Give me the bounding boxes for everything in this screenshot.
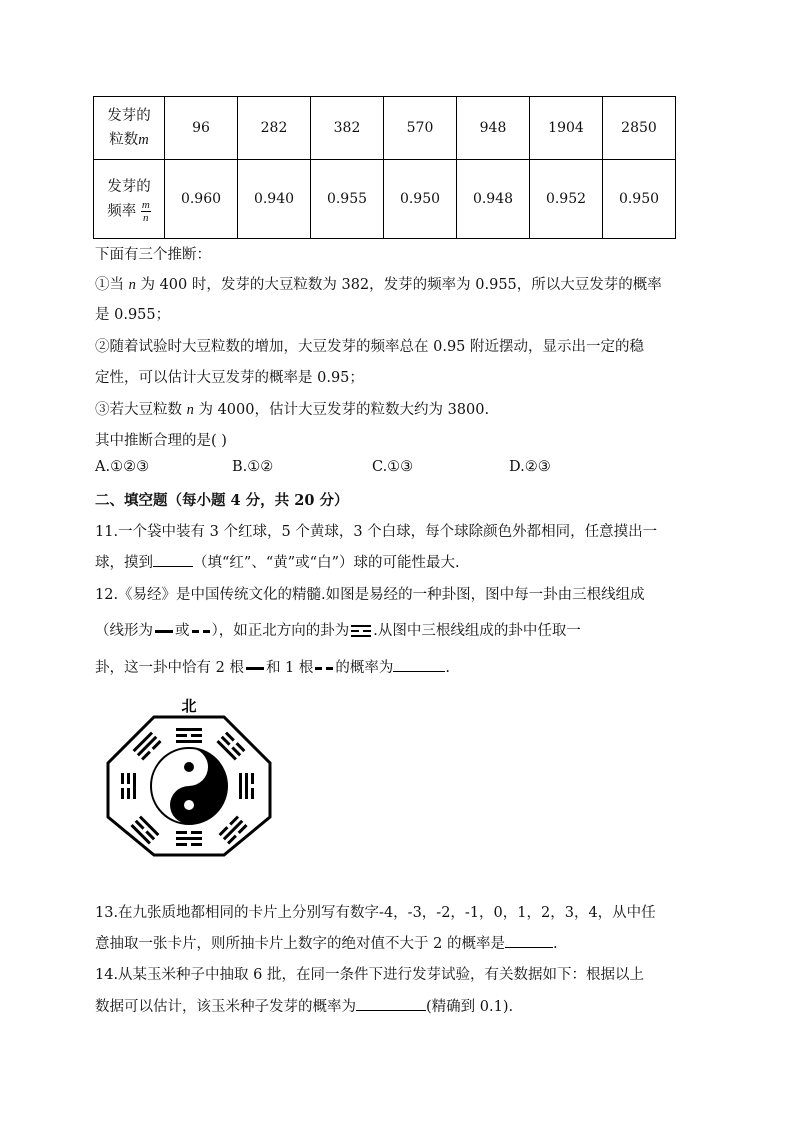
table-cell: 96 bbox=[165, 97, 238, 160]
variable-n: n bbox=[186, 402, 194, 418]
section-title: 二、填空题（每小题 4 分，共 20 分） bbox=[95, 492, 349, 509]
text: 和 1 根 bbox=[265, 660, 314, 676]
table-row bbox=[94, 97, 676, 160]
table-cell: 0.950 bbox=[384, 160, 457, 239]
table-row bbox=[94, 160, 676, 239]
inference-1-line1 bbox=[95, 273, 662, 294]
solid-line-icon bbox=[155, 630, 173, 633]
header-text: 粒数 bbox=[109, 132, 139, 148]
choice-a[interactable]: A.①②③ bbox=[95, 459, 150, 475]
choice-c[interactable]: C.①③ bbox=[372, 459, 414, 475]
broken-line-icon bbox=[192, 630, 210, 633]
trigram-north-icon bbox=[176, 728, 202, 743]
text: 球，摸到 bbox=[95, 555, 153, 571]
row-header bbox=[94, 97, 165, 160]
table-cell: 0.948 bbox=[457, 160, 530, 239]
trigram-west-icon bbox=[121, 773, 136, 799]
header-text: 发芽的 bbox=[107, 178, 151, 195]
text: ③若大豆粒数 bbox=[95, 402, 187, 418]
fraction-denominator: n bbox=[143, 211, 149, 224]
question-prompt: 其中推断合理的是( ) bbox=[95, 433, 227, 449]
broken-line-icon bbox=[315, 667, 333, 670]
text: ），如正北方向的卦为 bbox=[211, 623, 350, 639]
choice-d[interactable]: D.②③ bbox=[509, 459, 551, 475]
table-cell: 948 bbox=[457, 97, 530, 160]
q14-line1: 14.从某玉米种子中抽取 6 批，在同一条件下进行发芽试验，有关数据如下：根据以上 bbox=[95, 967, 645, 983]
text: 或 bbox=[175, 623, 190, 639]
text: （填“红”、“黄”或“白”）球的可能性最大. bbox=[193, 555, 460, 571]
text: 为 4000，估计大豆发芽的粒数大约为 3800. bbox=[193, 402, 490, 418]
text: ①当 bbox=[95, 277, 129, 293]
choice-b[interactable]: B.①② bbox=[232, 459, 274, 475]
q11-line1: 11.一个袋中装有 3 个红球，5 个黄球，3 个白球，每个球除颜色外都相同，任意摸出一 bbox=[95, 524, 658, 540]
text: .从图中三根线组成的卦中任取一 bbox=[373, 623, 581, 639]
north-trigram-icon bbox=[351, 625, 371, 637]
table-cell: 0.960 bbox=[165, 160, 238, 239]
text: . bbox=[552, 936, 558, 952]
table-cell: 0.950 bbox=[603, 160, 676, 239]
trigram-south-icon bbox=[176, 831, 202, 846]
answer-blank[interactable] bbox=[505, 933, 553, 948]
q14-line2 bbox=[95, 995, 513, 1016]
table-cell: 0.955 bbox=[311, 160, 384, 239]
text: 的概率为 bbox=[335, 660, 394, 676]
answer-blank[interactable] bbox=[393, 657, 445, 672]
text: 为 400 时，发芽的大豆粒数为 382，发芽的频率为 0.955，所以大豆发芽的概率 bbox=[135, 277, 662, 293]
q12-line3 bbox=[95, 656, 450, 677]
inference-2-line2: 定性，可以估计大豆发芽的概率是 0.95； bbox=[95, 370, 364, 386]
table-cell: 382 bbox=[311, 97, 384, 160]
trigram-east-icon bbox=[239, 773, 254, 799]
variable-m: m bbox=[138, 132, 149, 148]
q11-line2 bbox=[95, 551, 460, 572]
fraction-numerator: m bbox=[141, 198, 150, 211]
text: (精确到 0.1). bbox=[426, 999, 514, 1015]
inference-intro: 下面有三个推断： bbox=[95, 247, 211, 263]
q12-line2 bbox=[95, 619, 581, 640]
germination-table bbox=[93, 96, 676, 239]
variable-n: n bbox=[128, 277, 136, 293]
q12-line1: 12.《易经》是中国传统文化的精髓.如图是易经的一种卦图，图中每一卦由三根线组成 bbox=[95, 587, 645, 603]
text: （线形为 bbox=[95, 623, 153, 639]
q13-line1: 13.在九张质地都相同的卡片上分别写有数字-4，-3，-2，-1，0，1，2，3，4，从中任 bbox=[95, 905, 656, 921]
text: . bbox=[445, 660, 451, 676]
inference-1-line2: 是 0.955； bbox=[95, 307, 171, 323]
yin-yang-icon bbox=[151, 748, 227, 824]
table-cell: 0.940 bbox=[238, 160, 311, 239]
solid-line-icon bbox=[246, 667, 264, 670]
row-header bbox=[94, 160, 165, 239]
bagua-diagram bbox=[104, 695, 274, 865]
header-text: 频率 bbox=[107, 203, 137, 219]
header-text: 发芽的 bbox=[107, 108, 151, 124]
table-cell: 282 bbox=[238, 97, 311, 160]
table-cell: 0.952 bbox=[530, 160, 603, 239]
text: 数据可以估计，该玉米种子发芽的概率为 bbox=[95, 999, 356, 1015]
table-cell: 570 bbox=[384, 97, 457, 160]
text: 卦，这一卦中恰有 2 根 bbox=[95, 660, 244, 676]
north-label: 北 bbox=[181, 697, 197, 715]
answer-blank[interactable] bbox=[356, 996, 426, 1011]
inference-3 bbox=[95, 398, 489, 419]
table-cell: 1904 bbox=[530, 97, 603, 160]
fraction-m-over-n bbox=[141, 199, 151, 224]
text: 意抽取一张卡片，则所抽卡片上数字的绝对值不大于 2 的概率是 bbox=[95, 936, 505, 952]
inference-2-line1: ②随着试验时大豆粒数的增加，大豆发芽的频率总在 0.95 附近摆动，显示出一定的稳 bbox=[95, 339, 645, 355]
q13-line2 bbox=[95, 932, 558, 953]
answer-blank[interactable] bbox=[153, 552, 193, 567]
table-cell: 2850 bbox=[603, 97, 676, 160]
